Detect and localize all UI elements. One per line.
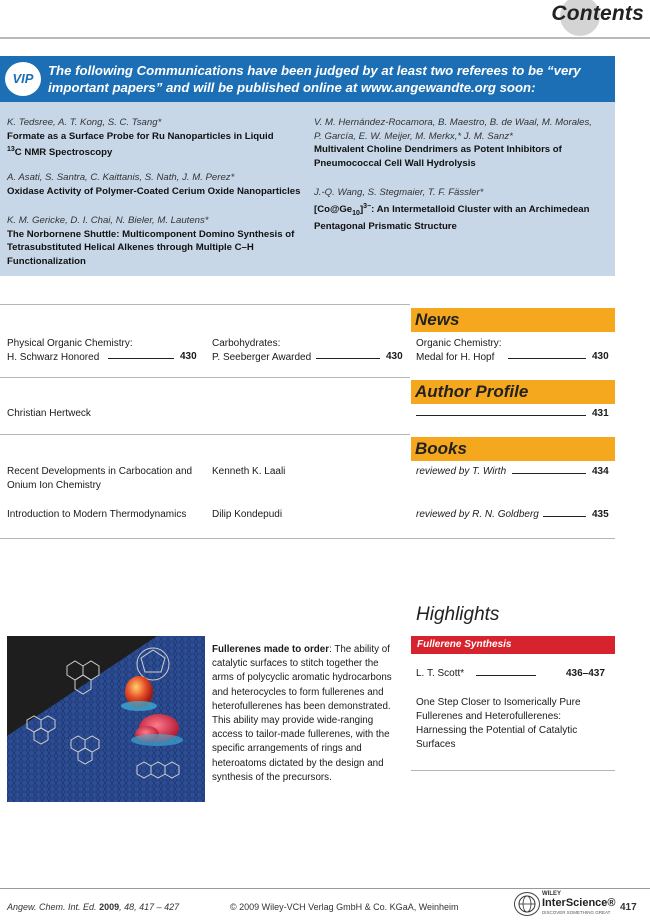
- abstract-line: arms of polycyclic aromatic hydrocarbons: [212, 672, 392, 684]
- fullerene-figure: [7, 636, 205, 802]
- vip-badge-icon: VIP: [5, 62, 41, 96]
- page-number-footer: 417: [620, 902, 637, 913]
- fullerene-illustration: [7, 636, 205, 802]
- divider: [0, 304, 410, 305]
- highlight-category: Fullerene Synthesis: [411, 636, 615, 654]
- highlight-author: L. T. Scott*: [416, 668, 465, 679]
- wiley-logo-icon: [514, 892, 540, 916]
- vip-intro: [48, 62, 608, 96]
- leader-line: [316, 358, 380, 359]
- page-number: 434: [592, 466, 609, 477]
- abstract-line: heterofullerenes has been demonstrated.: [212, 700, 391, 712]
- page-number: 430: [386, 351, 403, 362]
- book-title-line: Onium Ion Chemistry: [7, 480, 101, 491]
- vip-entry-authors: V. M. Hernández-Rocamora, B. Maestro, B. de Waal, M. Morales,: [314, 117, 592, 128]
- footer-rule: [0, 888, 650, 889]
- header-rule: [0, 37, 650, 39]
- leader-line: [108, 358, 174, 359]
- highlight-title-line: Harnessing the Potential of Catalytic: [416, 725, 578, 736]
- divider: [411, 770, 615, 771]
- vip-entry-authors: P. García, E. W. Meijer, M. Merkx,* J. M. Sanz*: [314, 130, 513, 142]
- vip-entry-title: Functionalization: [7, 255, 86, 267]
- leader-line: [476, 675, 536, 676]
- vip-intro-line-2: important papers” and will be published online at www.angewandte.org soon:: [48, 80, 536, 95]
- leader-line: [508, 358, 586, 359]
- leader-line: [512, 473, 586, 474]
- vip-entry[interactable]: [314, 116, 614, 170]
- page-number: 430: [592, 351, 609, 362]
- vip-entry-title: Pneumococcal Cell Wall Hydrolysis: [314, 157, 476, 169]
- highlight-abstract: [212, 643, 408, 785]
- vip-entry-authors: J.-Q. Wang, S. Stegmaier, T. F. Fässler*: [314, 187, 484, 198]
- news-item[interactable]: [212, 337, 407, 365]
- book-author: Dilip Kondepudi: [212, 509, 283, 520]
- news-item[interactable]: [7, 337, 202, 365]
- abstract-line: specific arrangements of rings and: [212, 743, 362, 755]
- news-category: Organic Chemistry:: [416, 338, 502, 349]
- abstract-line: catalytic surfaces to stitch together the: [212, 658, 379, 670]
- highlight-title[interactable]: [416, 696, 612, 752]
- abstract-lead: Fullerenes made to order: [212, 644, 330, 655]
- vip-entry-title: Oxidase Activity of Polymer-Coated Cerium Oxide Nanoparticles: [7, 185, 301, 197]
- vip-entry-title: The Norbornene Shuttle: Multicomponent Domino Synthesis of: [7, 228, 295, 240]
- vip-entry[interactable]: [7, 171, 307, 198]
- vip-entry[interactable]: [7, 214, 307, 268]
- interscience-tagline: DISCOVER SOMETHING GREAT: [542, 910, 611, 915]
- book-title[interactable]: [7, 465, 207, 493]
- book-reviewer: reviewed by R. N. Goldberg: [416, 509, 539, 520]
- journal-citation: Angew. Chem. Int. Ed. 2009, 48, 417 – 427: [7, 902, 180, 912]
- vip-entry-authors: A. Asati, S. Santra, C. Kaittanis, S. Nath, J. M. Perez*: [7, 172, 235, 183]
- book-title[interactable]: Introduction to Modern Thermodynamics: [7, 509, 187, 520]
- vip-entry-title: Multivalent Choline Dendrimers as Potent Inhibitors of: [314, 144, 562, 155]
- news-title: Medal for H. Hopf: [416, 352, 495, 363]
- page-title: Contents: [551, 2, 644, 25]
- wiley-label: WILEY: [542, 891, 561, 897]
- abstract-line: synthesis of the precursors.: [212, 771, 332, 783]
- abstract-line: access to tailor-made fullerenes, with the: [212, 729, 390, 741]
- abstract-line: and heterocycles to form fullerenes and: [212, 686, 384, 698]
- divider: [0, 377, 410, 378]
- page-number: 430: [180, 351, 197, 362]
- vip-entry-title: $[Co@Ge_{10}]^{3-}$: An Intermetalloid Cluster with an Archimedean: [314, 202, 590, 217]
- news-item[interactable]: [416, 337, 611, 365]
- divider: [0, 538, 615, 539]
- page-number: 435: [592, 509, 609, 520]
- news-title: H. Schwarz Honored: [7, 352, 100, 363]
- abstract-line: Fullerenes made to order: The ability of: [212, 644, 390, 655]
- highlight-title-line: Surfaces: [416, 739, 456, 750]
- page-number: 431: [592, 408, 609, 419]
- news-title: P. Seeberger Awarded: [212, 352, 312, 363]
- vip-entry-authors: K. M. Gericke, D. I. Chai, N. Bieler, M. Lautens*: [7, 215, 209, 226]
- book-reviewer: reviewed by T. Wirth: [416, 466, 507, 477]
- highlights-heading: Highlights: [416, 604, 500, 625]
- books-heading: Books: [411, 437, 615, 461]
- leader-line: [416, 415, 586, 416]
- wiley-globe-icon: [515, 893, 539, 915]
- vip-entry-title: Pentagonal Prismatic Structure: [314, 221, 457, 233]
- vip-entry-title: Tetrasubstituted Helical Alkenes through Multiple C–H: [7, 242, 254, 253]
- vip-entry[interactable]: [7, 116, 307, 160]
- news-category: Physical Organic Chemistry:: [7, 338, 133, 349]
- vip-intro-line-1: The following Communications have been judged by at least two referees to be “very: [48, 63, 581, 78]
- abstract-line: This ability may provide wide-ranging: [212, 715, 374, 727]
- book-author: Kenneth K. Laali: [212, 466, 286, 477]
- highlight-title-line: Fullerenes and Heterofullerenes:: [416, 711, 562, 722]
- news-category: Carbohydrates:: [212, 338, 281, 349]
- vip-entry-authors: K. Tedsree, A. T. Kong, S. C. Tsang*: [7, 117, 162, 128]
- divider: [0, 434, 410, 435]
- vip-entry[interactable]: [314, 186, 614, 234]
- copyright: © 2009 Wiley-VCH Verlag GmbH & Co. KGaA, Weinheim: [230, 902, 459, 912]
- book-title-line: Recent Developments in Carbocation and: [7, 466, 193, 477]
- author-profile-heading: Author Profile: [411, 380, 615, 404]
- page-number: 436–437: [566, 668, 605, 679]
- abstract-line: heteroatoms dictated by the design and: [212, 757, 384, 769]
- leader-line: [543, 516, 586, 517]
- vip-entry-title: Formate as a Surface Probe for Ru Nanoparticles in Liquid: [7, 130, 274, 142]
- highlight-title-line: One Step Closer to Isomerically Pure: [416, 697, 581, 708]
- interscience-label: InterScience®: [542, 897, 616, 909]
- vip-entry-title: $^{13}$C NMR Spectroscopy: [7, 146, 113, 159]
- news-heading: News: [411, 308, 615, 332]
- author-profile-name[interactable]: Christian Hertweck: [7, 408, 91, 419]
